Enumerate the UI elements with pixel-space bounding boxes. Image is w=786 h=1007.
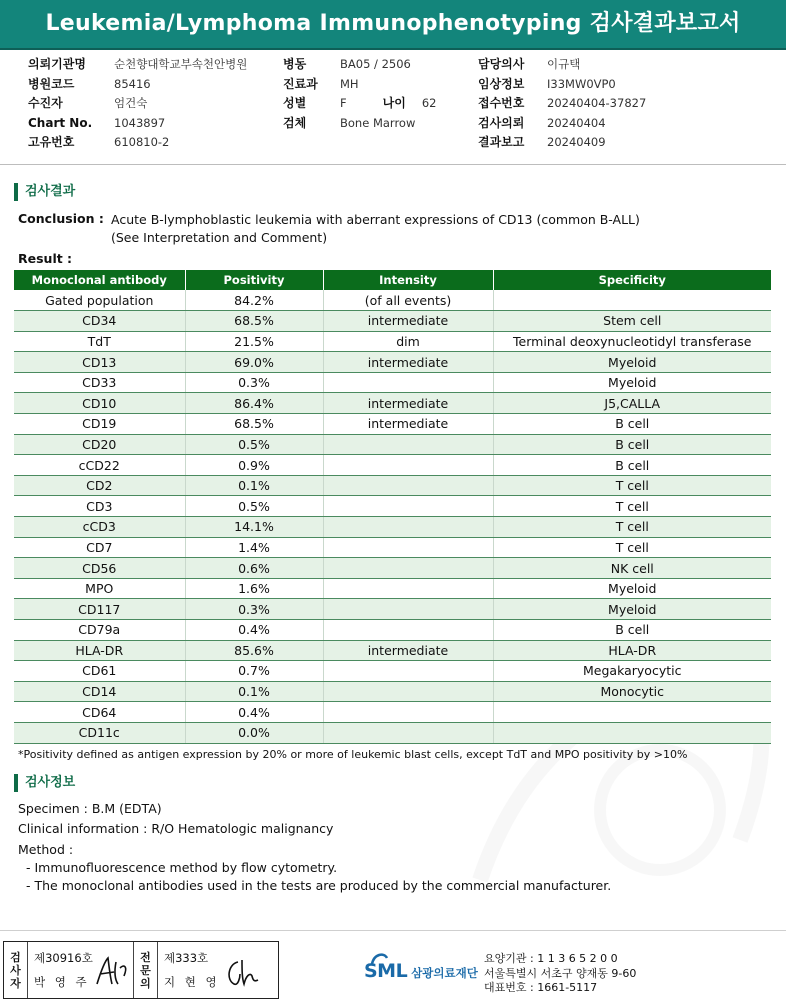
antibody-cell: CD61 — [14, 661, 185, 682]
approver-license-no: 제333호 — [164, 951, 209, 965]
table-row — [14, 640, 771, 661]
table-row — [14, 599, 771, 620]
antibody-cell: Gated population — [14, 290, 185, 311]
intensity-cell — [323, 661, 493, 682]
specificity-cell — [493, 290, 771, 311]
antibody-cell: CD10 — [14, 393, 185, 414]
antibody-cell: CD3 — [14, 496, 185, 517]
sex-value: F — [340, 96, 347, 110]
intensity-cell: intermediate — [323, 640, 493, 661]
intensity-cell: intermediate — [323, 352, 493, 373]
table-row — [14, 455, 771, 476]
hospital-code-label: 병원코드 — [28, 76, 75, 91]
specificity-cell: T cell — [493, 517, 771, 538]
specificity-cell: T cell — [493, 475, 771, 496]
antibody-cell: CD64 — [14, 702, 185, 723]
table-row — [14, 722, 771, 743]
examiner-signature — [94, 954, 130, 990]
examiner-role-char: 검 — [10, 950, 21, 964]
company-address: 서울특별시 서초구 양재동 9-60 — [484, 966, 637, 980]
header-specificity: Specificity — [493, 270, 771, 290]
chart-no-value: 1043897 — [114, 115, 166, 130]
specificity-cell: B cell — [493, 620, 771, 641]
table-row — [14, 414, 771, 435]
intensity-cell — [323, 496, 493, 517]
intensity-cell — [323, 702, 493, 723]
antibody-cell: HLA-DR — [14, 640, 185, 661]
specificity-cell: T cell — [493, 537, 771, 558]
specificity-cell: Megakaryocytic — [493, 661, 771, 682]
approver-name: 지 현 영 — [164, 975, 220, 989]
logo-arc-icon — [370, 950, 388, 970]
intensity-cell — [323, 517, 493, 538]
antibody-cell: CD20 — [14, 434, 185, 455]
department-label: 진료과 — [283, 76, 318, 91]
positivity-cell: 0.1% — [185, 681, 323, 702]
intensity-cell: intermediate — [323, 311, 493, 332]
table-row — [14, 475, 771, 496]
request-date-value: 20240404 — [547, 115, 606, 130]
antibody-cell: CD11c — [14, 722, 185, 743]
hospital-code-value: 85416 — [114, 76, 151, 91]
examiner-license-no: 제30916호 — [34, 951, 93, 965]
examiner-role-char: 사 — [10, 963, 21, 977]
positivity-cell: 0.1% — [185, 475, 323, 496]
table-row — [14, 517, 771, 538]
specificity-cell: T cell — [493, 496, 771, 517]
intensity-cell — [323, 578, 493, 599]
approver-role-char: 의 — [140, 976, 151, 990]
chart-no-label: Chart No. — [28, 115, 93, 130]
specificity-cell: Myeloid — [493, 352, 771, 373]
intensity-cell — [323, 537, 493, 558]
specificity-cell: Myeloid — [493, 372, 771, 393]
table-row — [14, 372, 771, 393]
report-date-value: 20240409 — [547, 135, 606, 149]
intensity-cell — [323, 620, 493, 641]
intensity-cell — [323, 722, 493, 743]
antibody-cell: MPO — [14, 578, 185, 599]
specificity-cell: Myeloid — [493, 599, 771, 620]
report-date-label: 결과보고 — [478, 135, 525, 149]
positivity-cell: 1.6% — [185, 578, 323, 599]
positivity-cell: 0.9% — [185, 455, 323, 476]
positivity-footnote: *Positivity defined as antigen expression by 20% or more of leukemic blast cells, except TdT and MPO positivity by >10% — [18, 748, 688, 761]
logo-text: SML — [364, 960, 408, 982]
table-row — [14, 661, 771, 682]
positivity-cell: 0.4% — [185, 620, 323, 641]
approver-role-char: 전 — [140, 950, 151, 964]
method-line-2: - The monoclonal antibodies used in the tests are produced by the commercial manufacturer. — [26, 878, 612, 893]
result-label: Result : — [18, 251, 73, 266]
patient-info-col3 — [478, 55, 646, 153]
specificity-cell: B cell — [493, 434, 771, 455]
table-row — [14, 496, 771, 517]
specificity-cell: B cell — [493, 414, 771, 435]
intensity-cell: intermediate — [323, 393, 493, 414]
antibody-cell: CD34 — [14, 311, 185, 332]
requesting-institution-label: 의뢰기관명 — [28, 57, 86, 71]
examiner-role-char: 자 — [10, 976, 21, 990]
antibody-cell: CD117 — [14, 599, 185, 620]
header-positivity: Positivity — [185, 270, 323, 290]
sex-label: 성별 — [283, 96, 307, 110]
age-label: 나이 — [382, 96, 406, 110]
positivity-cell: 14.1% — [185, 517, 323, 538]
intensity-cell — [323, 558, 493, 579]
table-row — [14, 311, 771, 332]
antibody-cell: TdT — [14, 331, 185, 352]
antibody-cell: cCD3 — [14, 517, 185, 538]
specificity-cell: Terminal deoxynucleotidyl transferase — [493, 331, 771, 352]
examiner-role-label — [4, 942, 28, 998]
positivity-cell: 0.6% — [185, 558, 323, 579]
report-title: Leukemia/Lymphoma Immunophenotyping 검사결과보고서 — [0, 0, 786, 48]
conclusion-line-1: Acute B-lymphoblastic leukemia with aberrant expressions of CD13 (common B-ALL) — [111, 212, 640, 227]
positivity-cell: 0.4% — [185, 702, 323, 723]
header-antibody: Monoclonal antibody — [14, 270, 185, 290]
receipt-no-label: 접수번호 — [478, 96, 525, 110]
table-row — [14, 681, 771, 702]
intensity-cell: intermediate — [323, 414, 493, 435]
positivity-cell: 21.5% — [185, 331, 323, 352]
examiner-cell — [28, 942, 134, 998]
specificity-cell: HLA-DR — [493, 640, 771, 661]
unique-id-value: 610810-2 — [114, 135, 170, 149]
specificity-cell: Stem cell — [493, 311, 771, 332]
specimen-type-label: 검체 — [283, 115, 307, 130]
positivity-cell: 0.3% — [185, 372, 323, 393]
patient-name-label: 수진자 — [28, 96, 63, 110]
conclusion-text — [111, 211, 640, 247]
method-line-1: - Immunofluorescence method by flow cytometry. — [26, 860, 338, 875]
antibody-cell: CD2 — [14, 475, 185, 496]
antibody-cell: CD14 — [14, 681, 185, 702]
positivity-cell: 86.4% — [185, 393, 323, 414]
positivity-cell: 0.7% — [185, 661, 323, 682]
antibody-cell: CD13 — [14, 352, 185, 373]
requesting-institution-value: 순천향대학교부속천안병원 — [114, 57, 248, 71]
positivity-cell: 84.2% — [185, 290, 323, 311]
table-row — [14, 578, 771, 599]
intensity-cell — [323, 455, 493, 476]
age-value: 62 — [421, 96, 437, 110]
specificity-cell: Monocytic — [493, 681, 771, 702]
company-name: 삼광의료재단 — [411, 966, 478, 980]
header-intensity: Intensity — [323, 270, 493, 290]
specificity-cell — [493, 722, 771, 743]
intensity-cell — [323, 599, 493, 620]
positivity-cell: 0.5% — [185, 496, 323, 517]
company-address-block — [484, 952, 636, 996]
department-value: MH — [340, 76, 359, 91]
specificity-cell: Myeloid — [493, 578, 771, 599]
patient-info-col2 — [283, 55, 436, 133]
intensity-cell: dim — [323, 331, 493, 352]
receipt-no-value: 20240404-37827 — [547, 96, 647, 110]
footer-divider — [0, 930, 786, 931]
table-row — [14, 352, 771, 373]
examiner-name: 박 영 주 — [34, 975, 90, 989]
positivity-cell: 68.5% — [185, 414, 323, 435]
table-row — [14, 702, 771, 723]
intensity-cell: (of all events) — [323, 290, 493, 311]
signature-box — [3, 941, 279, 999]
positivity-cell: 85.6% — [185, 640, 323, 661]
immunophenotype-table — [14, 270, 771, 744]
antibody-cell: CD33 — [14, 372, 185, 393]
specimen-line: Specimen : B.M (EDTA) — [18, 801, 162, 816]
physician-value: 이규택 — [547, 57, 581, 71]
intensity-cell — [323, 475, 493, 496]
approver-role-char: 문 — [140, 963, 151, 977]
company-logo — [364, 952, 478, 982]
positivity-cell: 68.5% — [185, 311, 323, 332]
patient-name-value: 엄건숙 — [114, 96, 148, 110]
approver-role-label — [134, 942, 158, 998]
specimen-type-value: Bone Marrow — [340, 115, 416, 130]
antibody-cell: cCD22 — [14, 455, 185, 476]
antibody-cell: CD19 — [14, 414, 185, 435]
table-header-row — [14, 270, 771, 290]
positivity-cell: 0.5% — [185, 434, 323, 455]
conclusion-label: Conclusion : — [18, 211, 104, 226]
antibody-cell: CD79a — [14, 620, 185, 641]
table-row — [14, 537, 771, 558]
table-row — [14, 290, 771, 311]
conclusion-line-2: (See Interpretation and Comment) — [111, 230, 328, 245]
ward-label: 병동 — [283, 57, 307, 71]
request-date-label: 검사의뢰 — [478, 115, 525, 130]
antibody-cell: CD7 — [14, 537, 185, 558]
method-label: Method : — [18, 842, 74, 857]
intensity-cell — [323, 681, 493, 702]
clinical-info-label: 임상정보 — [478, 76, 525, 91]
specificity-cell: NK cell — [493, 558, 771, 579]
company-phone: 대표번호 : 1661-5117 — [484, 981, 598, 994]
intensity-cell — [323, 372, 493, 393]
positivity-cell: 69.0% — [185, 352, 323, 373]
positivity-cell: 1.4% — [185, 537, 323, 558]
specificity-cell: J5,CALLA — [493, 393, 771, 414]
header-divider — [0, 164, 786, 165]
positivity-cell: 0.0% — [185, 722, 323, 743]
positivity-cell: 0.3% — [185, 599, 323, 620]
clinical-info-value: I33MW0VP0 — [547, 76, 616, 91]
title-underline — [0, 48, 786, 50]
table-row — [14, 331, 771, 352]
table-row — [14, 558, 771, 579]
approver-cell — [158, 942, 264, 998]
institution-code: 요양기관 : 1 1 3 6 5 2 0 0 — [484, 952, 618, 965]
intensity-cell — [323, 434, 493, 455]
info-section-title: 검사정보 — [14, 774, 75, 792]
table-row — [14, 393, 771, 414]
clinical-info-line: Clinical information : R/O Hematologic malignancy — [18, 821, 334, 836]
antibody-cell: CD56 — [14, 558, 185, 579]
patient-info-col1 — [28, 55, 247, 153]
table-row — [14, 620, 771, 641]
physician-label: 담당의사 — [478, 57, 525, 71]
approver-signature — [224, 954, 260, 990]
ward-value: BA05 / 2506 — [340, 57, 411, 71]
table-row — [14, 434, 771, 455]
specificity-cell: B cell — [493, 455, 771, 476]
specificity-cell — [493, 702, 771, 723]
table-body — [14, 290, 771, 743]
unique-id-label: 고유번호 — [28, 135, 75, 149]
results-section-title: 검사결과 — [14, 183, 75, 201]
